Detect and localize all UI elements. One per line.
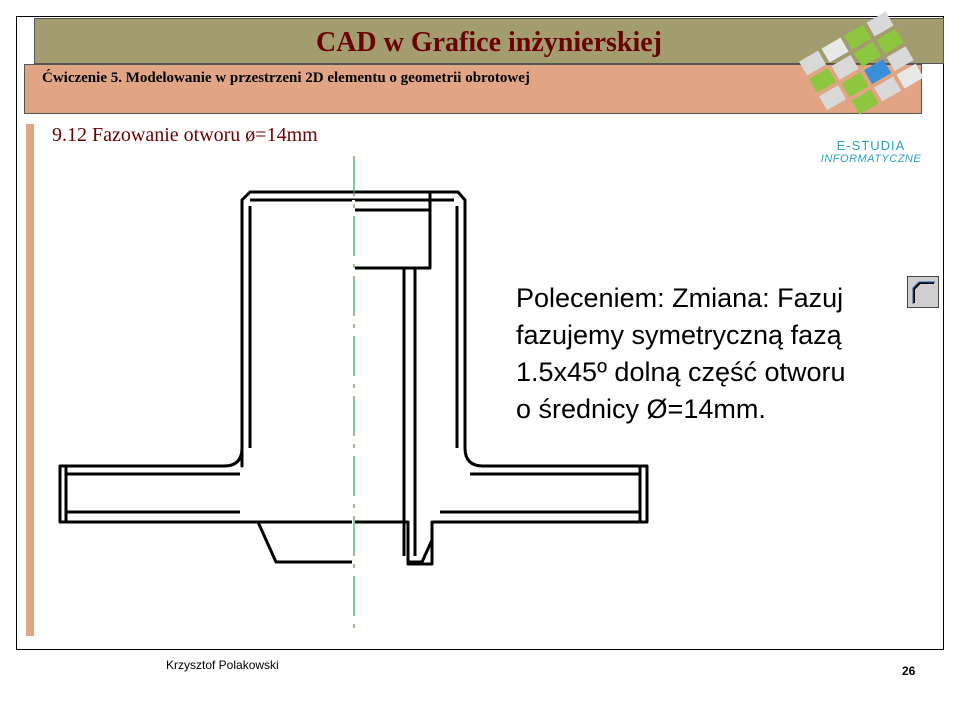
instruction-line: 1.5x45º dolną część otworu [516, 357, 846, 387]
bore-chamfer [408, 522, 432, 562]
instruction-text [516, 280, 936, 428]
slide-subtitle: Ćwiczenie 5. Modelowanie w przestrzeni 2D elementu o geometrii obrotowej [42, 70, 530, 86]
instruction-line: o średnicy Ø=14mm. [516, 394, 766, 424]
lower-collar [258, 522, 354, 562]
bore-step [354, 192, 430, 268]
section-title: 9.12 Fazowanie otworu ø=14mm [52, 124, 318, 146]
chamfer-icon [907, 276, 939, 308]
e-studia-logo [796, 8, 948, 128]
logo-text-secondary: INFORMATYCZNE [820, 153, 922, 165]
instruction-line: Poleceniem: Zmiana: Fazuj [516, 283, 844, 313]
logo-text-primary: E-STUDIA [836, 138, 906, 153]
footer-author: Krzysztof Polakowski [166, 658, 279, 672]
page-number: 26 [902, 664, 916, 678]
slide-title: CAD w Grafice inżynierskiej [315, 27, 663, 58]
instruction-line: fazujemy symetryczną fazą [516, 320, 842, 350]
